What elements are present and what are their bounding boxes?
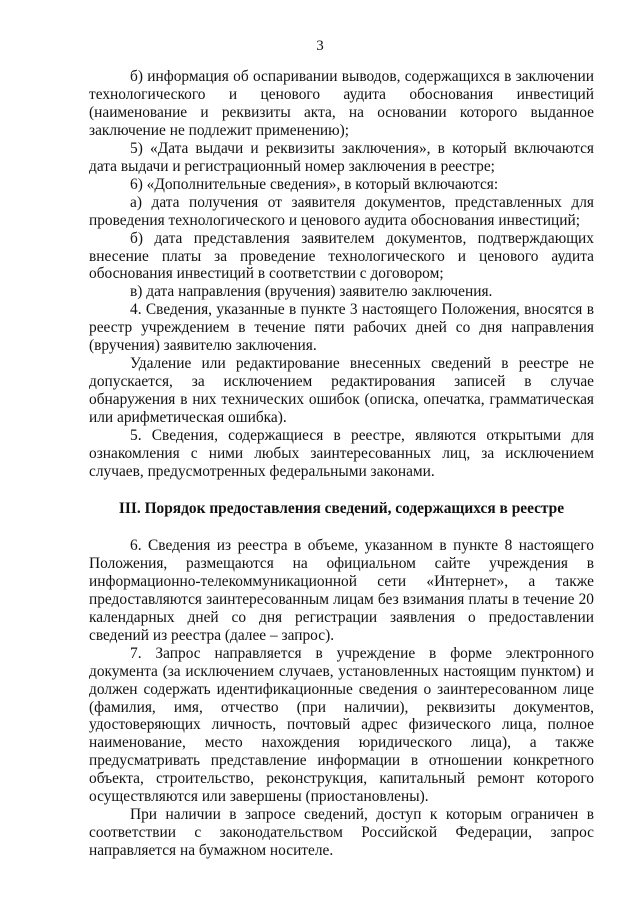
paragraph-6b-dispute-info: б) информация об оспаривании выводов, содержащихся в заключении технологического и ценового аудита обоснования инвестиций (наименование и реквизиты акта, на основании которого выданное заключение не подлежит применению); [89, 68, 594, 139]
paragraph-b-payment-date: б) дата представления заявителем документов, подтверждающих внесение платы за проведение технологического и ценового аудита обоснования инвестиций в соответствии с договором; [89, 229, 594, 283]
document-body [89, 68, 594, 860]
paragraph-6-registry-info: 6. Сведения из реестра в объеме, указанном в пункте 8 настоящего Положения, размещаются на официальном сайте учреждения в информационно-телекоммуникационной сети «Интернет», а также предоставляются заинтересованным лицам без взимания платы в течение 20 календарных дней со дня регистрации заявления о предоставлении сведений из реестра (далее – запрос). [89, 536, 594, 644]
paragraph-a-receipt-date: а) дата получения от заявителя документов, представленных для проведения технологического и ценового аудита обоснования инвестиций; [89, 193, 594, 229]
paragraph-6-additional-info: 6) «Дополнительные сведения», в который включаются: [130, 175, 499, 193]
paragraph-4-entry-deadline: 4. Сведения, указанные в пункте 3 настоящего Положения, вносятся в реестр учреждением в течение пяти рабочих дней со дня направления (вручения) заявителю заключения. [89, 301, 594, 355]
paragraph-5-issue-date: 5) «Дата выдачи и реквизиты заключения», в который включаются дата выдачи и регистрационный номер заключения в реестре; [89, 139, 594, 175]
paragraph-block-b [89, 537, 594, 860]
paragraph-block-a [89, 68, 594, 481]
spacer [89, 518, 594, 537]
spacer [89, 481, 594, 500]
paragraph-7-request-form: 7. Запрос направляется в учреждение в форме электронного документа (за исключением случаев, установленных настоящим пунктом) и должен содержать идентификационные сведения о заинтересованном лице (фамилия, имя, отчество (при наличии), реквизиты документов, удостоверяющих личность, почтовый адрес физического лица, полное наименование, место нахождения юридического лица), а также предусматривать представление информации в отношении конкретного объекта, строительство, реконструкция, капитальный ремонт которого осуществляются или завершены (приостановлены). [89, 644, 594, 806]
paragraph-v-delivery-date: в) дата направления (вручения) заявителю заключения. [130, 283, 493, 301]
paragraph-5-open-access: 5. Сведения, содержащиеся в реестре, являются открытыми для ознакомления с ними любых заинтересованных лиц, за исключением случаев, предусмотренных федеральными законами. [89, 427, 594, 480]
section-heading: III. Порядок предоставления сведений, содержащихся в реестре [118, 499, 565, 517]
page-number: 3 [316, 38, 324, 54]
paragraph-restricted-info: При наличии в запросе сведений, доступ к которым ограничен в соответствии с законодательством Российской Федерации, запрос направляется на бумажном носителе. [89, 806, 594, 860]
paragraph-deletion-rule: Удаление или редактирование внесенных сведений в реестре не допускается, за исключением редактирования записей в случае обнаружения в них технических ошибок (описка, опечатка, грамматическая или арифметическая ошибка). [89, 355, 594, 427]
